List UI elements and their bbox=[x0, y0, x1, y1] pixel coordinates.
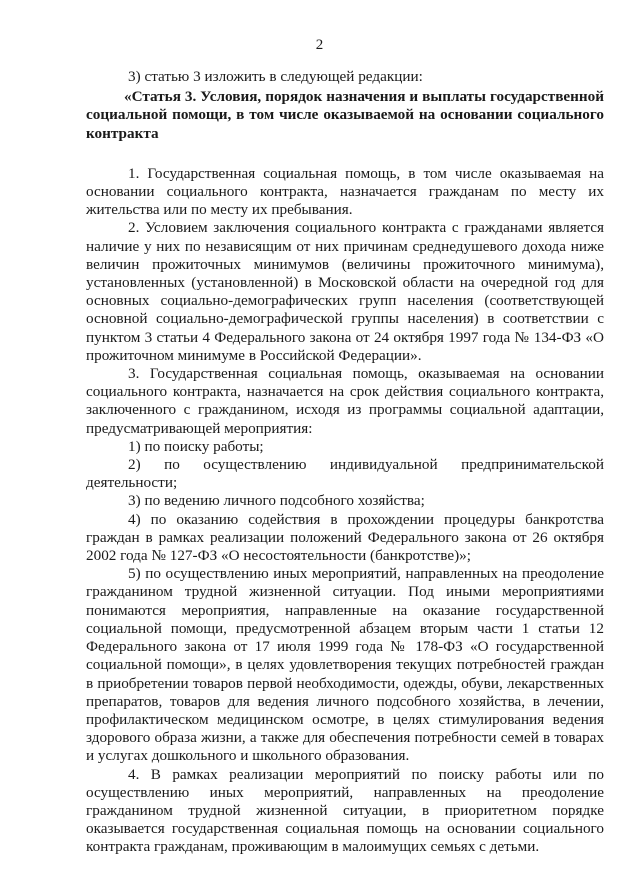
list-item-2: 2) по осуществлению индивидуальной предпринимательской деятельности; bbox=[86, 456, 604, 492]
paragraph-2: 2. Условием заключения социального контракта с гражданами является наличие у них по независящим от них причинам среднедушевого дохода ниже величин прожиточных минимумов (величины прожиточного минимума), установленных (установленной) в Московской области на очередной год для основных социально-демографических групп населения (соответствующей основной социально-демографической группы населения) в соответствии с пунктом 3 статьи 4 Федерального закона от 24 октября 1997 года № 134-ФЗ «О прожиточном минимуме в Российской Федерации». bbox=[86, 219, 604, 364]
paragraph-3: 3. Государственная социальная помощь, оказываемая на основании социального контракта, назначается на срок действия социального контракта, заключенного с гражданином, исходя из программы социальной адаптации, предусматривающей мероприятия: bbox=[86, 365, 604, 437]
paragraph-1: 1. Государственная социальная помощь, в том числе оказываемая на основании социального контракта, назначается гражданам по месту их жительства или по месту их пребывания. bbox=[86, 164, 604, 219]
paragraph-4: 4. В рамках реализации мероприятий по поиску работы или по осуществлению иных мероприятий, направленных на преодоление гражданином трудной жизненной ситуации, в приоритетном порядке оказывается государственная социальная помощь на основании социального контракта гражданам, проживающим в малоимущих семьях с детьми. bbox=[86, 765, 604, 856]
list-item-4: 4) по оказанию содействия в прохождении процедуры банкротства граждан в рамках реализации положений Федерального закона от 26 октября 2002 года № 127-ФЗ «О несостоятельности (банкротстве)»; bbox=[86, 510, 604, 565]
spacer bbox=[86, 143, 604, 165]
list-item-3: 3) по ведению личного подсобного хозяйства; bbox=[128, 492, 425, 510]
intro-line: 3) статью 3 изложить в следующей редакции: bbox=[128, 68, 423, 85]
list-item-5: 5) по осуществлению иных мероприятий, направленных на преодоление гражданином трудной жизненной ситуации. Под иными мероприятиями понимаются мероприятия, направленные на оказание государственной социальной помощи, предусмотренной абзацем вторым части 1 статьи 12 Федерального закона от 17 июля 1999 года № 178-ФЗ «О государственной социальной помощи», в целях удовлетворения текущих потребностей граждан в приобретении товаров первой необходимости, одежды, обуви, лекарственных препаратов, товаров для ведения личного подсобного хозяйства, в лечении, профилактическом медицинском осмотре, в целях стимулирования ведения здорового образа жизни, а также для обеспечения потребности семей в товарах и услугах дошкольного и школьного образования. bbox=[86, 565, 604, 765]
article-heading: «Статья 3. Условия, порядок назначения и выплаты государственной социальной помощи, в том числе оказываемой на основании социального контракта bbox=[86, 88, 604, 142]
document-body bbox=[86, 68, 604, 857]
list-item-1: 1) по поиску работы; bbox=[128, 437, 264, 455]
page-number: 2 bbox=[315, 37, 324, 53]
